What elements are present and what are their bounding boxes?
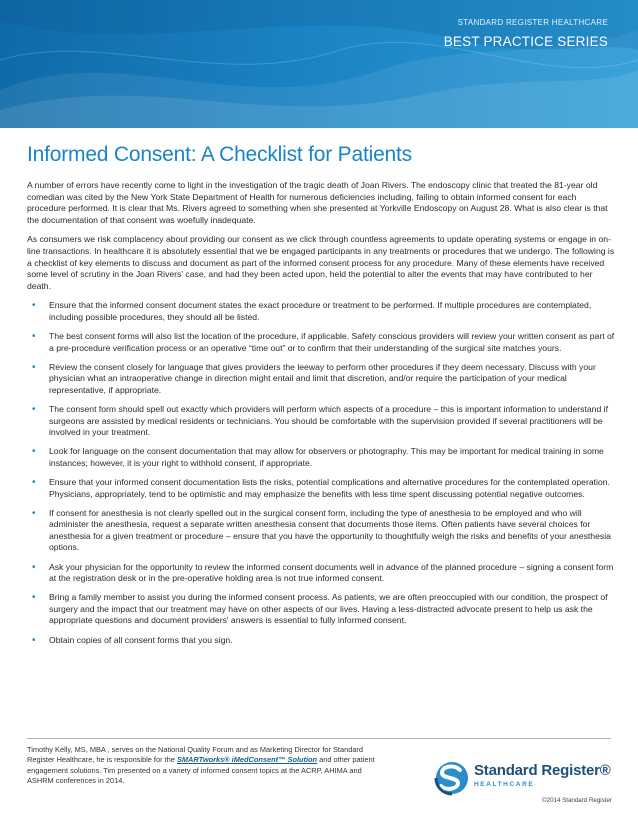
checklist-item xyxy=(27,562,615,585)
checklist-item-text: Ensure that your informed consent documentation lists the risks, potential complications and alternative procedures for the contemplated operation. Physicians, appropriately, tend to be optimistic and may emphasize the benefits with less time spent discussing potential negative outcomes. xyxy=(49,476,610,499)
header-banner xyxy=(0,0,638,128)
bullet-icon: • xyxy=(32,300,36,312)
checklist-item xyxy=(27,592,615,627)
bullet-icon: • xyxy=(32,446,36,458)
intro-paragraph: As consumers we risk complacency about providing our consent as we click through countless agreements to update operating systems or engage in on-line transactions. In healthcare it is absolutely essential that we be engaged participants in any treatments or procedures that we undergo. The following is a checklist of key elements to discuss and document as part of the informed consent process for any procedure. Many of these elements have received some level of scrutiny in the Joan Rivers' case, and had they been acted upon, held the potential to alter the events that may have contributed to her death. xyxy=(27,234,615,291)
checklist-item-text: The best consent forms will also list the location of the procedure, if applicable. Safety conscious providers will review your written consent as part of a pre-procedure verification process or an operative “time out” or to confirm that their understanding of the surgical site matches yours. xyxy=(49,331,615,353)
checklist-item xyxy=(27,446,615,469)
bullet-icon: • xyxy=(32,331,36,343)
checklist-item xyxy=(27,508,615,554)
checklist-item-text: Obtain copies of all consent forms that you sign. xyxy=(49,634,233,645)
checklist-item-text: Ensure that the informed consent document states the exact procedure or treatment to be performed. If multiple procedures are contemplated, including possible procedures, they should all be listed. xyxy=(49,300,592,322)
checklist-item-text: If consent for anesthesia is not clearly spelled out in the surgical consent form, including the type of anesthesia to be employed and who will administer the anesthesia, request a separate written anesthesia consent that documents those items. Often patients have several choices for anesthesia for a given treatment or procedure – ensure that you have the opportunity to thoughtfully weigh the risks and benefits of your anesthesia options. xyxy=(49,507,611,553)
series-title: BEST PRACTICE SERIES xyxy=(443,34,608,49)
author-bio-text: Timothy Kelly, MS, MBA , serves on the National Quality Forum and as Marketing Director for Standard Register Healthcare, he is responsible for the xyxy=(27,745,363,765)
checklist-item xyxy=(27,300,615,323)
bullet-icon: • xyxy=(32,404,36,415)
bullet-icon: • xyxy=(32,507,36,519)
checklist-item-text: Bring a family member to assist you during the informed consent process. As patients, we are often preoccupied with our condition, the prospect of surgery and the impact that our treatment may have on other aspects of our lives. Having a less-distracted advocate present to help us ask the appropriate questions and document providers' answers is essential to fully informed consent. xyxy=(49,592,608,626)
bullet-icon: • xyxy=(32,634,36,646)
checklist-item-text: Review the consent closely for language that gives providers the leeway to perform other procedures if they deem necessary. Discuss with your physician what an intraoperative change in direction might entail and limit that discretion, and/or require the participation of your medical representative, if appropriate. xyxy=(49,361,596,395)
bullet-icon: • xyxy=(32,361,36,373)
checklist-item xyxy=(27,331,615,354)
author-bio-text: and other patient engagement solutions. Tim presented on a variety of informed consent topics at the ACRP, AHIMA and ASHRM conferences in 2014. xyxy=(27,755,375,786)
bullet-icon: • xyxy=(32,592,36,604)
checklist-item-text: Look for language on the consent documentation that may allow for observers or photography. This may be important for medical training in some instances; however, it is your right to withhold consent, if appropriate. xyxy=(49,446,604,468)
checklist-item xyxy=(27,362,615,397)
checklist xyxy=(27,300,615,646)
bullet-icon: • xyxy=(32,561,36,573)
document-body xyxy=(27,180,615,654)
copyright-notice: ©2014 Standard Register xyxy=(542,797,612,804)
product-link[interactable]: SMARTworks® iMedConsent™ Solution xyxy=(176,755,318,765)
logo-wordmark: Standard Register® xyxy=(474,762,611,779)
author-bio xyxy=(27,745,387,787)
document-title: Informed Consent: A Checklist for Patients xyxy=(27,143,412,166)
checklist-item xyxy=(27,404,615,439)
logo-subtitle: HEALTHCARE xyxy=(474,781,535,788)
series-label: STANDARD REGISTER HEALTHCARE xyxy=(457,18,608,27)
checklist-item xyxy=(27,477,615,500)
intro-paragraph: A number of errors have recently come to light in the investigation of the tragic death of Joan Rivers. The endoscopy clinic that treated the 81-year old comedian was cited by the New York State Department of Health for numerous deficiencies including, failing to obtain informed consent for each procedure performed. It is clear that Ms. Rivers agreed to something when she presented at Yorkville Endoscopy on August 28. What is also clear is that the documentation of that consent was woefully inadequate. xyxy=(27,180,608,225)
checklist-item-text: Ask your physician for the opportunity to review the informed consent documents well in advance of the planned procedure – signing a consent form at the registration desk or in the pre-operative holding area is not true informed consent. xyxy=(49,561,614,584)
bullet-icon: • xyxy=(32,476,36,488)
checklist-item xyxy=(27,635,615,647)
checklist-item-text: The consent form should spell out exactly which providers will perform which aspects of a procedure – this is important information to understand if surgeons are assisted by medical residents or technicians. You should be comfortable with the supervision provided if several practitioners will be involved in your treatment. xyxy=(49,404,608,438)
footer-divider xyxy=(27,738,611,739)
